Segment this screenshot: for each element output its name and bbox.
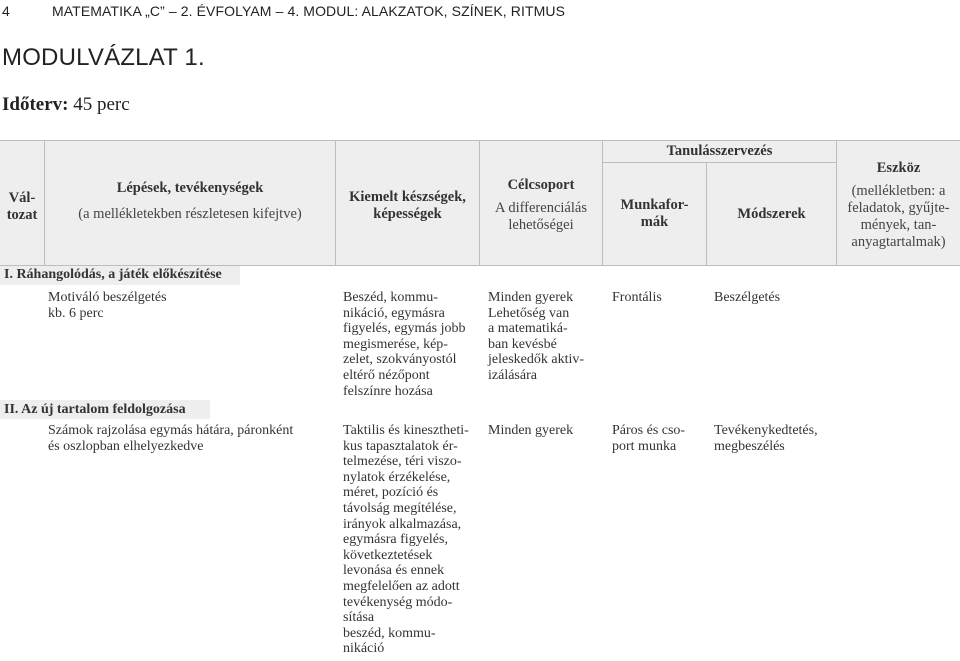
steps-cell: Számok rajzolása egymás hátára, páronként és oszlopban elhelyezkedve	[48, 423, 294, 454]
col-tools-sub: (mellékletben: a feladatok, gyűjte- mények, tan- anyagtartalmak)	[847, 183, 950, 250]
col-tools-title: Eszköz	[876, 160, 921, 176]
col-form-header: Munkafor- mák	[620, 197, 689, 230]
page-title: MODULVÁZLAT 1.	[2, 44, 205, 71]
col-steps-title: Lépések, tevékenységek	[116, 180, 264, 196]
page-number: 4	[2, 3, 10, 19]
col-steps-header	[45, 180, 335, 223]
col-method-header: Módszerek	[737, 206, 806, 222]
target-cell: Minden gyerek	[488, 423, 574, 438]
col-tools-header	[837, 160, 960, 251]
time-plan-label: Időterv:	[2, 94, 69, 115]
col-skills-header: Kiemelt készségek, képességek	[349, 189, 466, 222]
method-cell: Beszélgetés	[714, 290, 781, 305]
time-plan	[2, 94, 130, 116]
col-group-header: Tanulásszervezés	[666, 143, 773, 159]
form-cell: Frontális	[612, 290, 662, 305]
skills-cell: Beszéd, kommu- nikáció, egymásra figyelés, egymás jobb megismerése, kép- zelet, szokványostól eltérő nézőpont felszínre hozása	[343, 290, 466, 399]
section-title: II. Az új tartalom feldolgozása	[4, 402, 186, 417]
col-variant-header: Vál- tozat	[6, 190, 38, 223]
skills-cell: Taktilis és kinesztheti- kus tapasztalatok ér- telmezése, téri viszo- nylatok érzékelése, méret, pozíció és távolság megítélése, irányok alkalmazása, egymásra figyelés, következtetések levonása és ennek megfelelően az adott tevékenység módo- sítása beszéd, kommu- nikáció	[343, 423, 469, 657]
running-header	[2, 3, 565, 19]
time-plan-value: 45 perc	[73, 94, 130, 115]
form-cell: Páros és cso- port munka	[612, 423, 686, 454]
section-title: I. Ráhangolódás, a játék előkészítése	[4, 267, 222, 282]
target-cell: Minden gyerek Lehetőség van a matematiká- ban kevésbé jeleskedők aktiv- izálására	[488, 290, 585, 383]
col-steps-sub: (a mellékletekben részletesen kifejtve)	[78, 206, 302, 222]
method-cell: Tevékenykedtetés, megbeszélés	[714, 423, 818, 454]
steps-cell: Motiváló beszélgetés kb. 6 perc	[48, 290, 167, 321]
running-title: MATEMATIKA „C” – 2. ÉVFOLYAM – 4. MODUL: ALAKZATOK, SZÍNEK, RITMUS	[52, 3, 566, 19]
col-target-sub: A differenciálás lehetőségei	[495, 200, 587, 233]
col-target-title: Célcsoport	[507, 177, 575, 193]
col-target-header	[480, 177, 602, 234]
